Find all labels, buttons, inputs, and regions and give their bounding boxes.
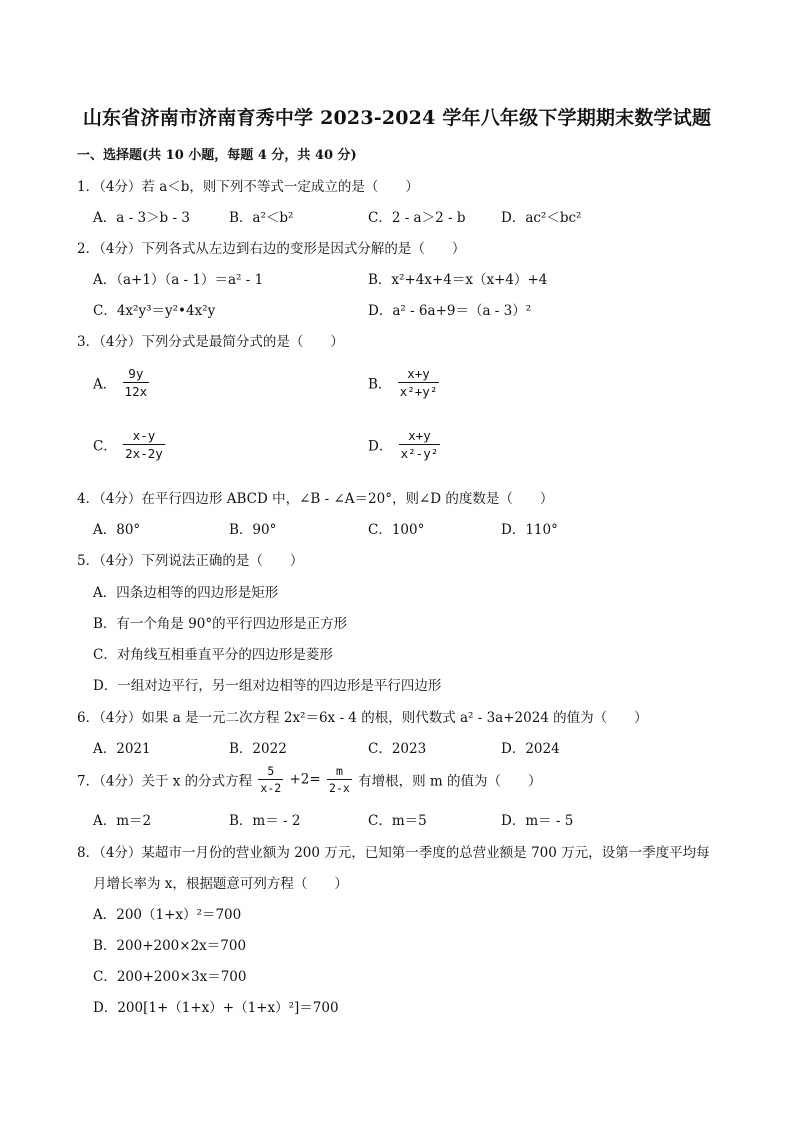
page-title: 山东省济南市济南育秀中学 2023-2024 学年八年级下学期期末数学试题 — [82, 107, 712, 129]
q7-stem-mid: +2= — [289, 771, 321, 788]
question-2-stem: 2．（4分）下列各式从左边到右边的变形是因式分解的是（ ） — [77, 241, 466, 257]
q3-option-a — [93, 366, 151, 399]
q8-option-a: A．200（1+x）²＝700 — [93, 907, 242, 923]
q3-option-a-fraction — [123, 366, 150, 399]
q7-fraction-right — [327, 764, 352, 795]
q6-option-a: A．2021 — [93, 741, 151, 757]
q6-option-b: B．2022 — [229, 741, 287, 757]
fraction-denominator: 2-x — [329, 781, 350, 795]
fraction-denominator: 12x — [124, 384, 148, 399]
section-heading: 一、选择题(共 10 小题，每题 4 分，共 40 分) — [77, 148, 357, 163]
q2-option-a: A．（a+1）（a - 1）＝a² - 1 — [93, 272, 264, 288]
q8-option-c: C．200+200×3x＝700 — [93, 969, 247, 985]
q2-option-c: C．4x²y³＝y²•4x²y — [93, 303, 216, 319]
q1-option-b: B．a²＜b² — [229, 210, 294, 226]
q3-option-b-fraction — [398, 366, 440, 399]
question-8-stem-line1: 8．（4分）某超市一月份的营业额为 200 万元，已知第一季度的总营业额是 700 万元，设第一季度平均每 — [77, 845, 710, 861]
q3-option-c-label: C． — [93, 438, 117, 455]
fraction-numerator: x+y — [398, 366, 440, 383]
q5-option-b: B．有一个角是 90°的平行四边形是正方形 — [93, 616, 348, 632]
fraction-numerator: m — [327, 764, 352, 780]
q3-option-d — [368, 428, 442, 461]
q3-option-c-fraction — [123, 428, 165, 461]
q2-option-b: B．x²+4x+4＝x（x+4）+4 — [368, 272, 548, 288]
question-5-stem: 5．（4分）下列说法正确的是（ ） — [77, 553, 304, 569]
q7-fraction-left — [258, 764, 283, 795]
question-6-stem: 6．（4分）如果 a 是一元二次方程 2x²＝6x - 4 的根，则代数式 a² - 3a+2024 的值为（ ） — [77, 710, 648, 726]
q7-option-c: C．m＝5 — [368, 813, 427, 829]
q3-option-d-label: D． — [368, 438, 393, 455]
q1-option-d: D．ac²＜bc² — [501, 210, 582, 226]
question-4-stem: 4．（4分）在平行四边形 ABCD 中，∠B - ∠A＝20°，则∠D 的度数是（ ） — [77, 491, 554, 507]
fraction-numerator: x-y — [123, 428, 165, 445]
question-1-stem: 1．（4分）若 a＜b，则下列不等式一定成立的是（ ） — [77, 179, 419, 195]
q4-option-d: D．110° — [501, 522, 558, 538]
question-7-stem — [77, 764, 541, 795]
q1-option-a: A．a - 3＞b - 3 — [93, 210, 190, 226]
q3-option-d-fraction — [399, 428, 441, 461]
q7-stem-after: 有增根，则 m 的值为（ ） — [358, 773, 542, 790]
q6-option-d: D．2024 — [501, 741, 560, 757]
q3-option-c — [93, 428, 167, 461]
q7-option-a: A．m＝2 — [93, 813, 152, 829]
q5-option-c: C．对角线互相垂直平分的四边形是菱形 — [93, 647, 333, 663]
fraction-numerator: x+y — [399, 428, 441, 445]
fraction-denominator: 2x-2y — [125, 446, 163, 461]
fraction-numerator: 5 — [258, 764, 283, 780]
q7-option-b: B．m＝ - 2 — [229, 813, 301, 829]
q7-option-d: D．m＝ - 5 — [501, 813, 574, 829]
fraction-denominator: x-2 — [260, 781, 282, 795]
q7-stem-before: 7．（4分）关于 x 的分式方程 — [77, 773, 253, 790]
q4-option-b: B．90° — [229, 522, 277, 538]
q3-option-a-label: A． — [93, 376, 117, 393]
question-8-stem-line2: 月增长率为 x，根据题意可列方程（ ） — [93, 876, 348, 892]
q6-option-c: C．2023 — [368, 741, 427, 757]
question-3-stem: 3．（4分）下列分式是最简分式的是（ ） — [77, 334, 344, 350]
q3-option-b — [368, 366, 441, 399]
q1-option-c: C．2 - a＞2 - b — [368, 210, 466, 226]
fraction-numerator: 9y — [123, 366, 150, 383]
q8-option-d: D．200[1+（1+x）+（1+x）²]＝700 — [93, 1000, 339, 1016]
q3-option-b-label: B． — [368, 376, 392, 393]
q4-option-a: A．80° — [93, 522, 141, 538]
q5-option-a: A．四条边相等的四边形是矩形 — [93, 585, 279, 601]
q5-option-d: D．一组对边平行，另一组对边相等的四边形是平行四边形 — [93, 678, 442, 694]
q2-option-d: D．a² - 6a+9＝（a - 3）² — [368, 303, 532, 319]
fraction-denominator: x²-y² — [400, 446, 439, 461]
fraction-denominator: x²+y² — [399, 384, 438, 399]
q4-option-c: C．100° — [368, 522, 425, 538]
q8-option-b: B．200+200×2x＝700 — [93, 938, 247, 954]
